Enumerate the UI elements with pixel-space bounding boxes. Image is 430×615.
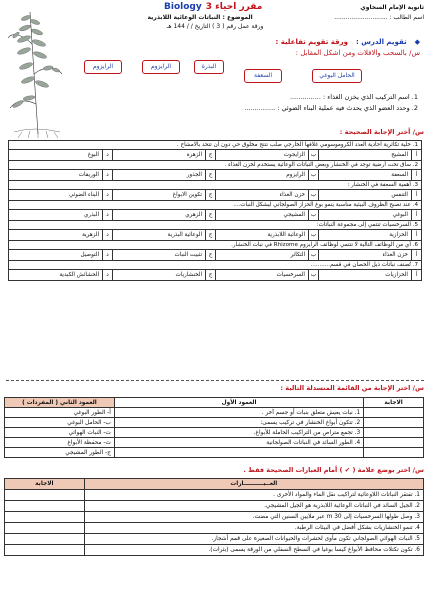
answer-option[interactable] [112, 190, 215, 200]
short-questions [118, 92, 418, 114]
option-text: الزهرة [186, 152, 202, 158]
option-text: تكوين الابواغ [172, 192, 202, 198]
word-chip[interactable]: البذرة [194, 60, 224, 74]
col-first: العمود الأول [114, 398, 363, 408]
mcq-list [8, 140, 422, 281]
option-text: الحزازيات [385, 272, 408, 278]
option-letter: ب [308, 190, 318, 200]
evaluation-section [120, 38, 420, 57]
word-chip[interactable]: الحامل البوغي [312, 69, 362, 83]
subject-en: Biology [164, 2, 202, 12]
checkmark-cell[interactable] [5, 490, 85, 501]
evaluation-subheading: ورقة تقويم تفاعلية : [275, 38, 348, 46]
word-chip[interactable]: الرايزوم [84, 60, 122, 74]
mcq-title: س/ أختر الإجابة الصحيحة : [339, 128, 424, 136]
table-row [5, 545, 424, 556]
first-column-cell [114, 448, 363, 458]
answer-option[interactable] [112, 250, 215, 260]
table-row [5, 534, 424, 545]
option-text: تثبيت النبات [174, 252, 202, 258]
short-question: 2. وحدد العضو الذي يحدث فيه عملية البناء الضوئي : ............... [244, 104, 418, 112]
option-text: الزايجوت [283, 152, 305, 158]
answer-dropdown[interactable] [364, 438, 424, 448]
worksheet-number: ورقة عمل رقم ( 3 ) التاريخ / / 144 هـ [166, 23, 264, 30]
answer-option[interactable] [112, 150, 215, 160]
option-letter: د [102, 250, 112, 260]
question-stem: 7. تُصنف نباتات ذيل الحصان في قسم........... [9, 261, 421, 270]
answer-dropdown[interactable] [364, 448, 424, 458]
question-stem: 1. خلية تكاثرية احادية العدد الكروموسومي غلافها الخارجي صلب تنتج مخلوق حي دون أن تتحد بالامشاج . [9, 141, 421, 150]
table-row [5, 523, 424, 534]
word-bank [72, 60, 362, 90]
checkmark-cell[interactable] [5, 534, 85, 545]
option-letter: د [102, 270, 112, 280]
option-text: المشيج [391, 152, 408, 158]
student-name-label: اسم الطالب : ............................ [334, 14, 424, 21]
option-text: المشيجي [283, 212, 305, 218]
topic-label: الموضوع : النباتات الوعائية اللابذرية [147, 14, 253, 21]
checkmark-cell[interactable] [5, 501, 85, 512]
option-letter: ب [308, 170, 318, 180]
answer-dropdown[interactable] [364, 428, 424, 438]
section-divider [6, 380, 424, 381]
word-chip[interactable]: الرايزوم [142, 60, 180, 74]
answer-option[interactable] [215, 250, 318, 260]
question-stem: 2. ساق تحت أرضية توجد في الخنشار وبعض النباتات الوعائية يستخدم لخزن الغذاء . [9, 161, 421, 170]
option-text: البوغي [392, 212, 408, 218]
option-text: السعفة [391, 172, 408, 178]
answer-option[interactable] [318, 230, 421, 240]
answer-option[interactable] [9, 210, 112, 220]
col-answer: الاجابة [5, 479, 85, 490]
answer-option[interactable] [215, 270, 318, 280]
bullet-icon: ◆ [414, 38, 420, 46]
option-letter: ج [205, 190, 215, 200]
table-row [5, 501, 424, 512]
answer-option[interactable] [215, 150, 318, 160]
school-name: ثانوية الإمام السخاوي [360, 3, 424, 11]
checkmark-cell[interactable] [5, 545, 85, 556]
answer-option[interactable] [215, 210, 318, 220]
second-column-cell: ث- محفظة الأبواغ [5, 438, 115, 448]
first-column-cell: 1. نبات يعيش متعلق بنبات أو جسم آخر . [114, 408, 363, 418]
option-text: السرخسيات [276, 272, 305, 278]
question-stem: 5. السرخسيات تنتمي إلى مجموعة النباتات: [9, 221, 421, 230]
statement-cell: 1. تفتقر النباتات اللاوعائية لتراكيب نقل الماء والمواد الأخرى . [84, 490, 423, 501]
option-text: الخنشاريات [175, 272, 202, 278]
option-letter: ب [308, 230, 318, 240]
first-column-cell: 2. تتكون أبواغ الخنشار في تركيب يسمى: [114, 418, 363, 428]
answer-option[interactable] [9, 190, 112, 200]
answer-option[interactable] [112, 230, 215, 240]
second-column-cell: ت- النبات الهوائي [5, 428, 115, 438]
option-letter: ب [308, 150, 318, 160]
mcq-question [8, 160, 422, 180]
col-answer: الاجابة [364, 398, 424, 408]
answer-option[interactable] [112, 270, 215, 280]
option-letter: أ [411, 270, 421, 280]
matching-title: س/ اختر الإجابة من القائمة المنسدلة التالية : [280, 384, 424, 392]
option-text: الزهري [185, 212, 202, 218]
table-row [5, 428, 424, 438]
option-text: الوريقات [78, 172, 99, 178]
mcq-question [8, 140, 422, 160]
option-letter: أ [411, 230, 421, 240]
answer-dropdown[interactable] [364, 408, 424, 418]
mcq-question [8, 180, 422, 200]
table-row [5, 512, 424, 523]
table-row [5, 490, 424, 501]
mcq-question [8, 220, 422, 240]
table-row [5, 418, 424, 428]
tf-table [4, 478, 424, 556]
option-text: الحزازية [389, 232, 408, 238]
option-letter: ج [205, 270, 215, 280]
option-text: البذري [84, 212, 99, 218]
question-stem: 3. أهمية السعفة في الخنشار : [9, 181, 421, 190]
second-column-cell: ب- الحامل البوغي [5, 418, 115, 428]
answer-option[interactable] [318, 170, 421, 180]
second-column-cell: ج- الطور المشيجي [5, 448, 115, 458]
option-letter: ج [205, 250, 215, 260]
option-letter: د [102, 230, 112, 240]
short-question: 1. اسم التركيب الذي يخزن الغذاء : ............... [289, 93, 418, 101]
option-letter: ب [308, 210, 318, 220]
option-text: البناء الضوئي [69, 192, 99, 198]
mcq-question [8, 260, 422, 281]
statement-cell: 3. وصل طولها السرخسيات إلى 30 m عبر ملايين السنين التي مضت. [84, 512, 423, 523]
evaluation-heading: تقويم الدرس : [356, 38, 407, 46]
answer-option[interactable] [318, 210, 421, 220]
table-row [5, 448, 424, 458]
option-text: الحشائش الكبدية [59, 272, 99, 278]
answer-option[interactable] [215, 230, 318, 240]
option-text: التكاثر [290, 252, 305, 258]
option-text: البوغ [87, 152, 99, 158]
first-column-cell: 4. الطور السائد في النباتات الصولجانية [114, 438, 363, 448]
answer-option[interactable] [112, 210, 215, 220]
option-letter: د [102, 190, 112, 200]
option-letter: ج [205, 170, 215, 180]
answer-option[interactable] [9, 150, 112, 160]
option-letter: ب [308, 250, 318, 260]
subject-label: مقرر احياء 3 [205, 2, 263, 12]
answer-option[interactable] [318, 190, 421, 200]
answer-option[interactable] [318, 270, 421, 280]
answer-option[interactable] [9, 230, 112, 240]
option-letter: د [102, 210, 112, 220]
question-stem: 6. أي من الوظائف التالية لا تنتمي لوظائف الرايزوم Rhizome في نبات الخنشار. [9, 241, 421, 250]
option-text: الزهرية [82, 232, 99, 238]
checkmark-cell[interactable] [5, 523, 85, 534]
answer-option[interactable] [215, 190, 318, 200]
answer-option[interactable] [215, 170, 318, 180]
statement-cell: 6. تكون تكتلات محافظ الأبواغ كيسا بوغيا في السطح السفلي من الورقة يسمى (بثرات). [84, 545, 423, 556]
col-second: العمود الثاني ( المفردات ) [5, 398, 115, 408]
answer-option[interactable] [9, 270, 112, 280]
mcq-question [8, 240, 422, 260]
fern-illustration [4, 4, 66, 140]
table-row [5, 408, 424, 418]
statement-cell: 2. الجيل السائد في النباتات الوعائية اللابذرية هو الجيل المشيجي. [84, 501, 423, 512]
answer-option[interactable] [112, 170, 215, 180]
option-text: الرايزوم [286, 172, 305, 178]
col-statement: العــبــــــــــارات [84, 479, 423, 490]
option-text: الوعائية اللابذرية [267, 232, 305, 238]
option-letter: ب [308, 270, 318, 280]
option-letter: د [102, 170, 112, 180]
option-letter: ج [205, 230, 215, 240]
option-letter: أ [411, 250, 421, 260]
drag-drop-instruction: س/ بالسحب والافلات ومن اشكل المقابل : [295, 49, 420, 57]
option-text: التنفس [391, 192, 408, 198]
first-column-cell: 3. تجمع متراص من التراكيب الحاملة للأبواغ. [114, 428, 363, 438]
option-letter: أ [411, 210, 421, 220]
option-letter: أ [411, 190, 421, 200]
answer-option[interactable] [318, 150, 421, 160]
checkmark-cell[interactable] [5, 512, 85, 523]
option-letter: د [102, 150, 112, 160]
option-text: خزن الغذاء [279, 192, 305, 198]
option-letter: ج [205, 150, 215, 160]
worksheet-header [6, 2, 424, 30]
question-stem: 4. عند تصبح الظروف البيئية مناسبة ينمو بوغ الحزاز الصولجاني ليشكل النبات.... [9, 201, 421, 210]
option-letter: ج [205, 210, 215, 220]
option-letter: أ [411, 170, 421, 180]
table-row [5, 438, 424, 448]
statement-cell: 5. النبات الهوائي الصولجاني تكون مأوى لحشرات والحيوانات الصغيرة على قمم أشجار. [84, 534, 423, 545]
option-letter: أ [411, 150, 421, 160]
word-chip[interactable]: السعفة [244, 69, 282, 83]
answer-option[interactable] [9, 170, 112, 180]
answer-option[interactable] [318, 250, 421, 260]
option-text: خزن الغذاء [382, 252, 408, 258]
tf-title: س/ اختر بوضع علامة ( ✔ ) أمام العبارات الصحيحة فقط . [243, 466, 424, 474]
second-column-cell: أ- الطور البوغي [5, 408, 115, 418]
option-text: الجذور [186, 172, 202, 178]
answer-dropdown[interactable] [364, 418, 424, 428]
mcq-question [8, 200, 422, 220]
answer-option[interactable] [9, 250, 112, 260]
statement-cell: 4. تنمو الخنشاريات بشكل أفضل في البيئات الرطبة. [84, 523, 423, 534]
option-text: التوصيل [80, 252, 99, 258]
option-text: الوعائية البذرية [167, 232, 202, 238]
matching-table [4, 397, 424, 458]
